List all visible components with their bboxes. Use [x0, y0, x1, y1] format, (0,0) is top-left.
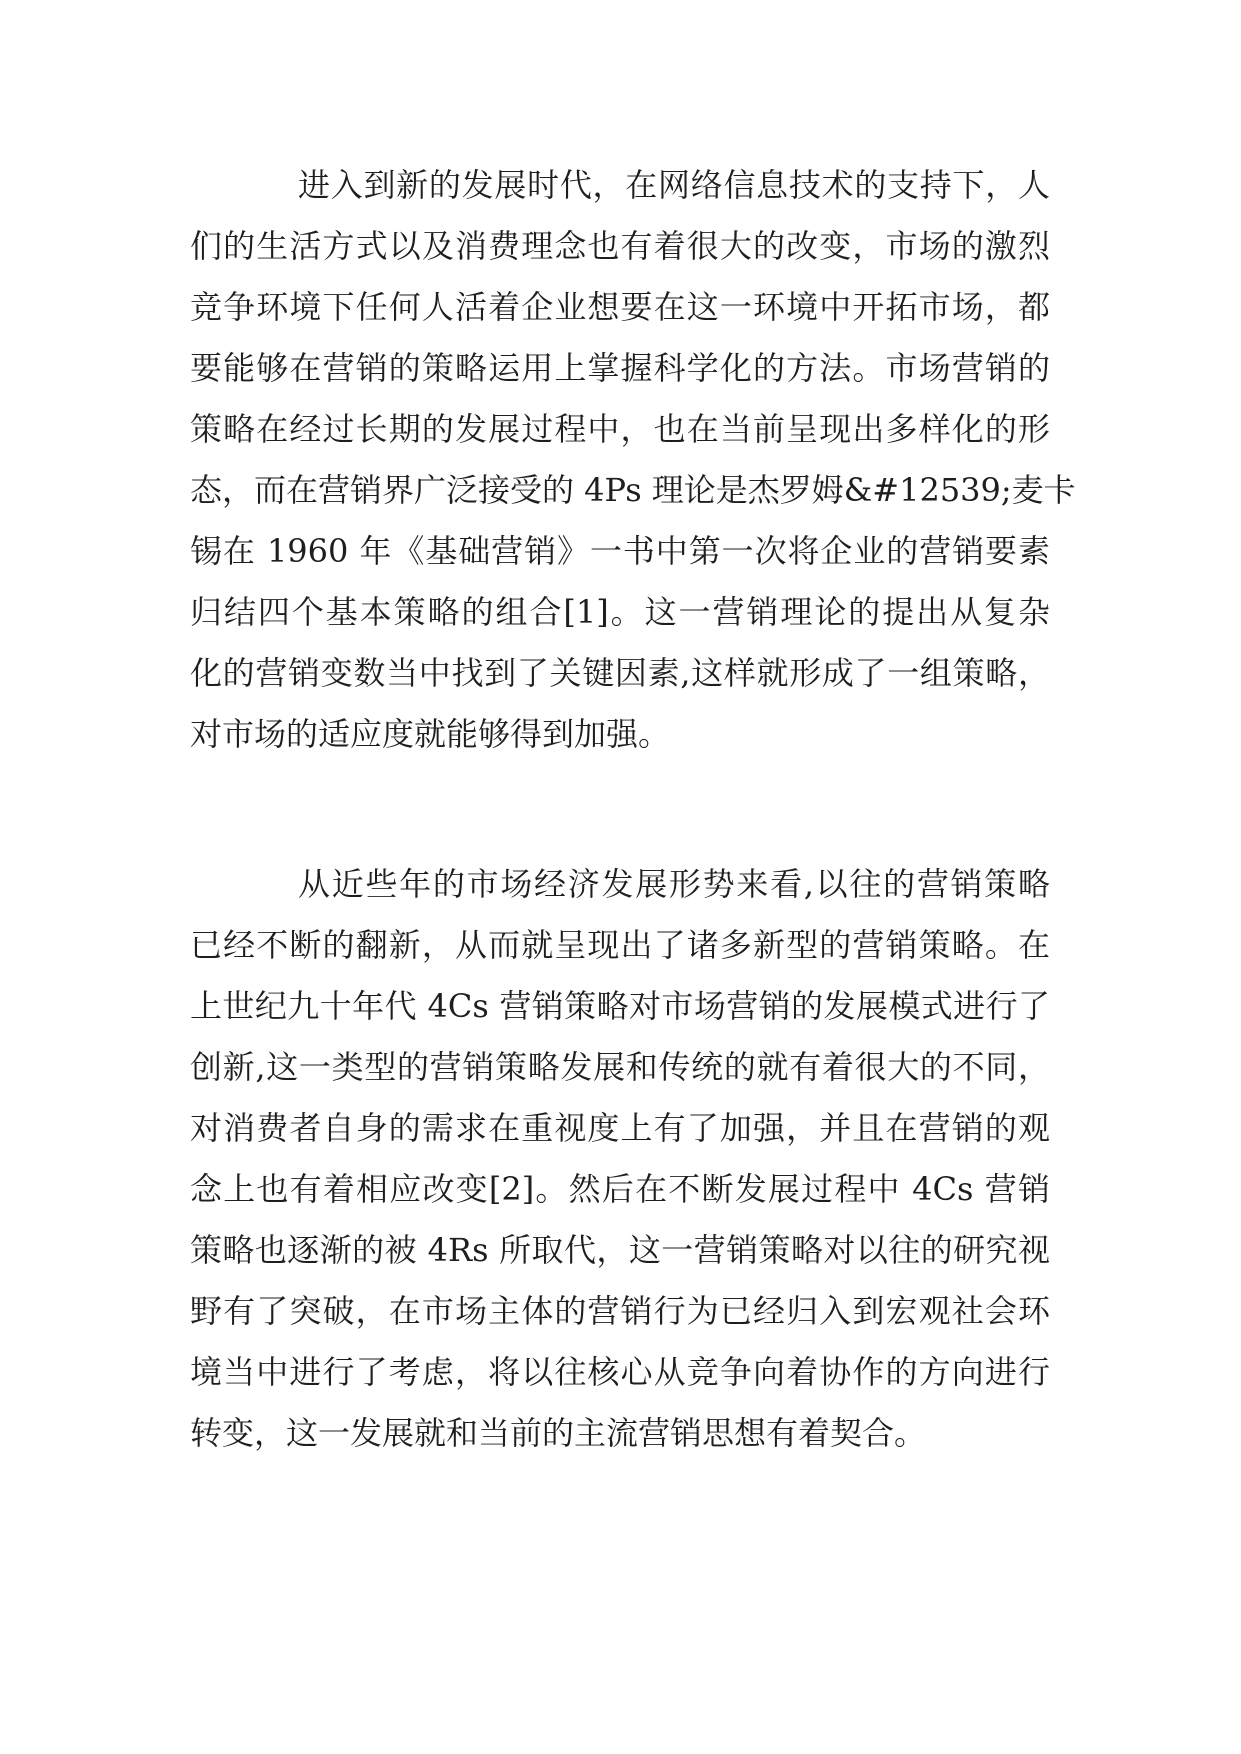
- paragraph-line: 已经不断的翻新，从而就呈现出了诸多新型的营销策略。在: [190, 926, 1050, 964]
- paragraph-line: 从近些年的市场经济发展形势来看,以往的营销策略: [298, 865, 1050, 903]
- paragraph-line: 归结四个基本策略的组合[1]。这一营销理论的提出从复杂: [190, 593, 1050, 631]
- paragraph-2: [190, 854, 1050, 1464]
- paragraph-line: 要能够在营销的策略运用上掌握科学化的方法。市场营销的: [190, 349, 1050, 387]
- paragraph-line: 上世纪九十年代 4Cs 营销策略对市场营销的发展模式进行了: [190, 987, 1050, 1025]
- paragraph-1: [190, 155, 1076, 765]
- paragraph-line: 化的营销变数当中找到了关键因素,这样就形成了一组策略，: [190, 654, 1050, 692]
- paragraph-line: 竞争环境下任何人活着企业想要在这一环境中开拓市场，都: [190, 288, 1050, 326]
- paragraph-line: 转变，这一发展就和当前的主流营销思想有着契合。: [190, 1414, 927, 1452]
- paragraph-line: 策略在经过长期的发展过程中，也在当前呈现出多样化的形: [190, 410, 1050, 448]
- paragraph-line: 策略也逐渐的被 4Rs 所取代，这一营销策略对以往的研究视: [190, 1231, 1050, 1269]
- paragraph-line: 境当中进行了考虑，将以往核心从竞争向着协作的方向进行: [190, 1353, 1050, 1391]
- paragraph-line: 们的生活方式以及消费理念也有着很大的改变，市场的激烈: [190, 227, 1050, 265]
- paragraph-line: 野有了突破，在市场主体的营销行为已经归入到宏观社会环: [190, 1292, 1050, 1330]
- paragraph-line: 创新,这一类型的营销策略发展和传统的就有着很大的不同，: [190, 1048, 1050, 1086]
- paragraph-line: 态，而在营销界广泛接受的 4Ps 理论是杰罗姆&#12539;麦卡: [190, 471, 1076, 509]
- paragraph-line: 对市场的适应度就能够得到加强。: [190, 715, 671, 753]
- paragraph-line: 进入到新的发展时代，在网络信息技术的支持下，人: [298, 166, 1050, 204]
- paragraph-line: 对消费者自身的需求在重视度上有了加强，并且在营销的观: [190, 1109, 1050, 1147]
- paragraph-line: 锡在 1960 年《基础营销》一书中第一次将企业的营销要素: [190, 532, 1050, 570]
- paragraph-line: 念上也有着相应改变[2]。然后在不断发展过程中 4Cs 营销: [190, 1170, 1050, 1208]
